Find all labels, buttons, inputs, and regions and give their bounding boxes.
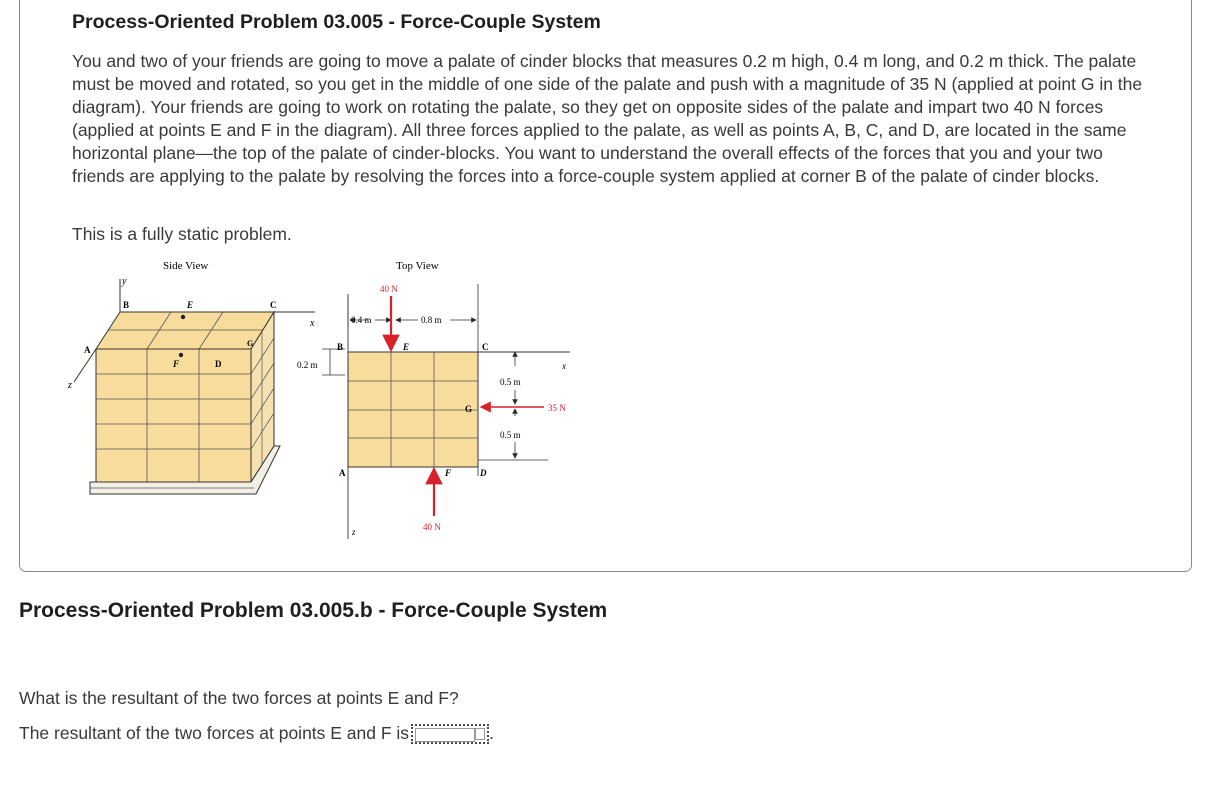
problem-title: Process-Oriented Problem 03.005 - Force-Couple System [72, 11, 601, 33]
dim-EC-label: 0.8 m [421, 315, 442, 325]
point-F-dot [179, 353, 183, 357]
point-E-label: E [187, 300, 194, 310]
force-G-label: 35 N [548, 403, 566, 413]
height-dimension: 0.2 m [297, 360, 318, 370]
z-axis-label: z [68, 380, 72, 391]
top-x-label: x [562, 361, 566, 371]
force-diagram [60, 254, 600, 546]
force-F-label: 40 N [423, 522, 441, 532]
answer-row [19, 723, 494, 744]
top-view-palate [348, 352, 478, 467]
point-C-label: C [270, 300, 277, 310]
dim-lower-label: 0.5 m [500, 430, 521, 440]
point-B-label: B [123, 300, 130, 310]
side-view-title: Side View [163, 260, 209, 272]
answer-dropdown[interactable] [411, 724, 489, 744]
top-view [337, 260, 570, 539]
answer-input[interactable] [415, 728, 475, 742]
answer-prompt: The resultant of the two forces at points E and F is [19, 723, 410, 743]
answer-dropdown-toggle[interactable] [475, 728, 485, 740]
dim-BE-label: 0.4 m [351, 315, 372, 325]
static-note: This is a fully static problem. [72, 224, 292, 244]
answer-suffix: . [489, 723, 494, 743]
top-point-B: B [337, 342, 344, 352]
part-b-title: Process-Oriented Problem 03.005.b - Force-Couple System [19, 599, 608, 622]
point-D-label: D [215, 359, 222, 369]
point-E-dot [181, 315, 185, 319]
point-G-label: G [247, 339, 254, 348]
y-axis-label: y [122, 276, 127, 287]
part-b-question: What is the resultant of the two forces at points E and F? [19, 688, 459, 708]
top-z-label: z [352, 527, 356, 537]
x-axis-label: x [310, 318, 315, 329]
point-A-label: A [84, 345, 91, 355]
side-view [67, 260, 345, 494]
top-point-F: F [445, 468, 452, 478]
point-F-label: F [173, 359, 180, 369]
problem-statement: You and two of your friends are going to move a palate of cinder blocks that measures 0.2 m high, 0.4 m long, and 0.2 m thick. The palate must be moved and rotated, so you get in the middle of one side of the palate and push with a magnitude of 35 N (applied at point G in the diagram). Your friends are going to work on rotating the palate, so they get on opposite sides of the palate and impart two 40 N forces (applied at points E and F in the diagram). All three forces applied to the palate, as well as points A, B, C, and D, are located in the same horizontal plane—the top of the palate of cinder-blocks. You want to understand the overall effects of the forces that you and your two friends are applying to the palate by resolving the forces into a force-couple system applied at corner B of the palate of cinder blocks. [72, 51, 1143, 186]
top-point-A: A [339, 468, 346, 478]
top-point-G: G [465, 404, 473, 414]
top-view-title: Top View [396, 260, 439, 272]
top-point-C: C [482, 342, 489, 352]
top-point-E: E [403, 342, 410, 352]
dim-upper-label: 0.5 m [500, 377, 521, 387]
top-point-D: D [480, 468, 487, 478]
force-E-label: 40 N [380, 284, 398, 294]
